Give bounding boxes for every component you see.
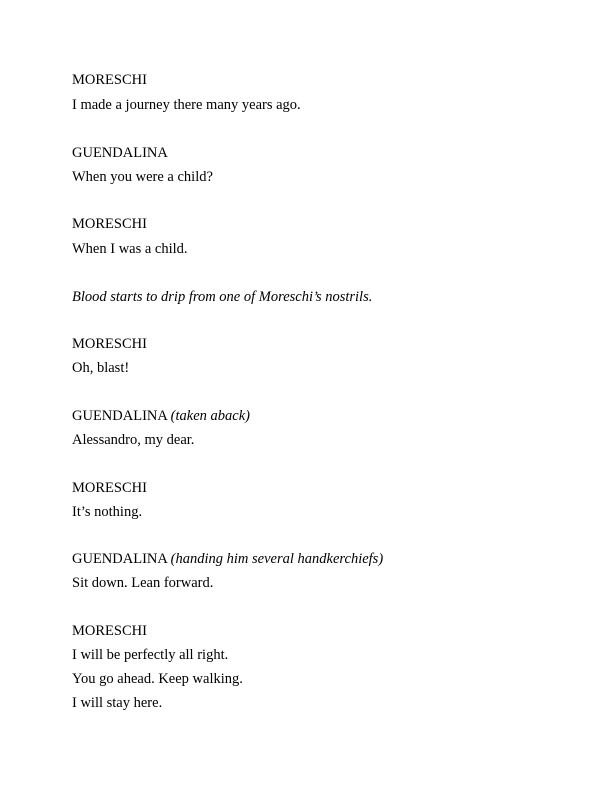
- dialogue-line: Alessandro, my dear.: [72, 432, 195, 448]
- dialogue-line: Sit down. Lean forward.: [72, 575, 214, 591]
- speaker-name: GUENDALINA: [72, 145, 168, 161]
- dialogue-line: I will stay here.: [72, 695, 163, 711]
- speaker-name: MORESCHI: [72, 216, 147, 232]
- speaker-name: MORESCHI: [72, 72, 147, 88]
- stage-direction: Blood starts to drip from one of Moreschi’s nostrils.: [72, 289, 373, 305]
- parenthetical: (handing him several handkerchiefs): [170, 551, 384, 567]
- speaker-cue: [72, 550, 383, 568]
- speaker-name: MORESCHI: [72, 480, 147, 496]
- dialogue-line: It’s nothing.: [72, 504, 143, 520]
- dialogue-line: I will be perfectly all right.: [72, 647, 229, 663]
- parenthetical: (taken aback): [170, 408, 250, 424]
- dialogue-line: You go ahead. Keep walking.: [72, 671, 243, 687]
- speaker-name: GUENDALINA: [72, 551, 168, 567]
- dialogue-line: Oh, blast!: [72, 360, 130, 376]
- speaker-name: GUENDALINA: [72, 408, 168, 424]
- dialogue-line: I made a journey there many years ago.: [72, 97, 301, 113]
- dialogue-line: When I was a child.: [72, 241, 188, 257]
- speaker-name: MORESCHI: [72, 336, 147, 352]
- dialogue-line: When you were a child?: [72, 169, 213, 185]
- speaker-name: MORESCHI: [72, 623, 147, 639]
- speaker-cue: [72, 407, 250, 425]
